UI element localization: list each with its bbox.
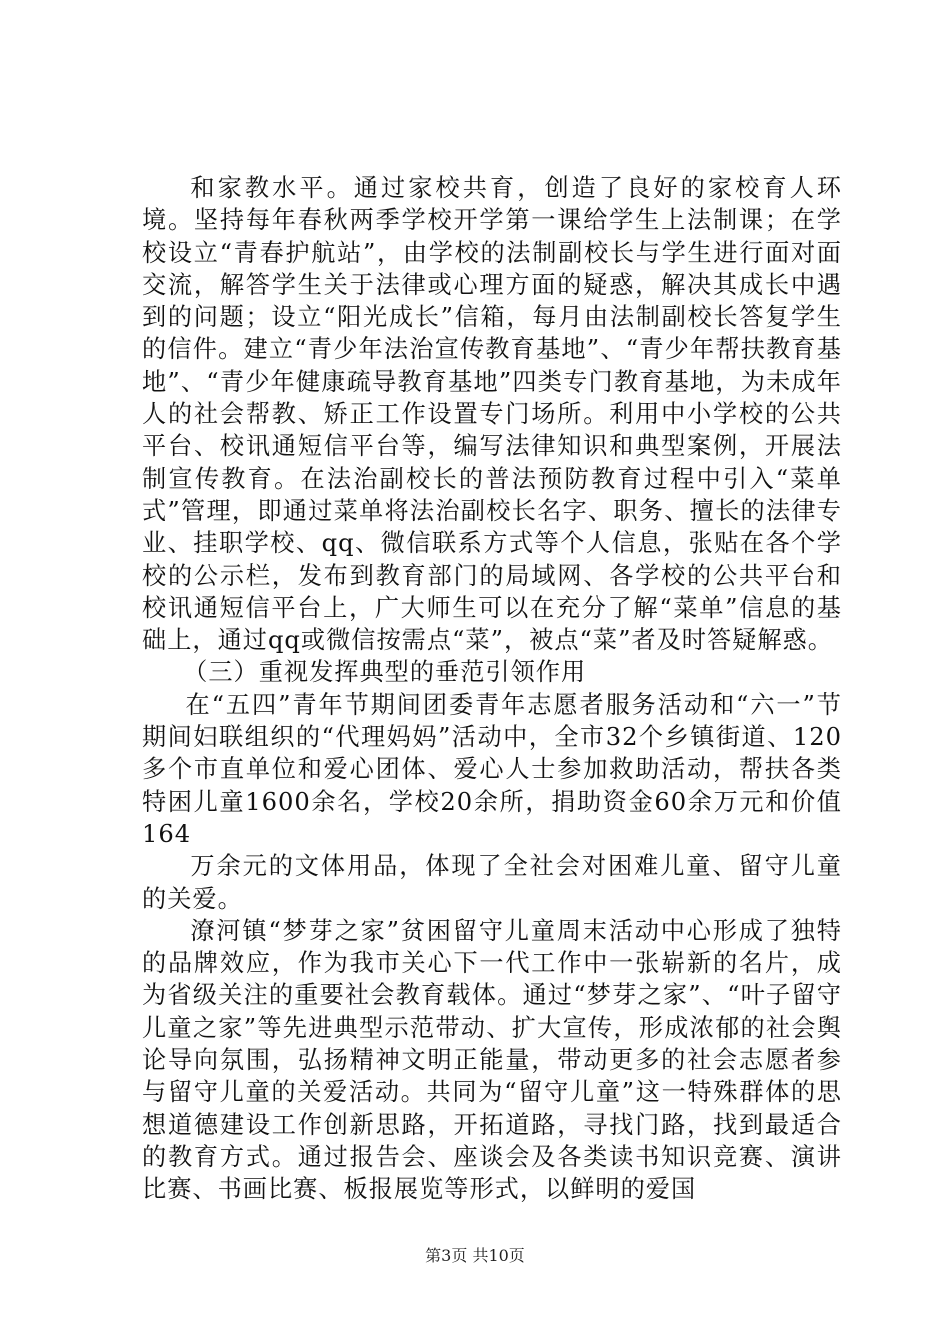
section-heading-typical-examples: （三）重视发挥典型的垂范引领作用	[183, 658, 587, 687]
paragraph-volunteer-activities: 在“五四”青年节期间团委青年志愿者服务活动和“六一”节期间妇联组织的“代理妈妈”活动中，全市32个乡镇街道、120多个市直单位和爱心团体、爱心人士参加救助活动，帮扶各类特困儿童1600余名，学校20余所，捐助资金60余万元和价值164	[142, 690, 842, 848]
paragraph-care-for-children: 万余元的文体用品，体现了全社会对困难儿童、留守儿童的关爱。	[142, 852, 842, 913]
document-body	[142, 172, 842, 1206]
paragraph-school-law-education: 和家教水平。通过家校共育，创造了良好的家校育人环境。坚持每年春秋两季学校开学第一课给学生上法制课；在学校设立“青春护航站”，由学校的法制副校长与学生进行面对面交流，解答学生关于法律或心理方面的疑惑，解决其成长中遇到的问题；设立“阳光成长”信箱，每月由法制副校长答复学生的信件。建立“青少年法治宣传教育基地”、“青少年帮扶教育基地”、“青少年健康疏导教育基地”四类专门教育基地，为未成年人的社会帮教、矫正工作设置专门场所。利用中小学校的公共平台、校讯通短信平台等，编写法律知识和典型案例，开展法制宣传教育。在法治副校长的普法预防教育过程中引入“菜单式”管理，即通过菜单将法治副校长名字、职务、擅长的法律专业、挂职学校、qq、微信联系方式等个人信息，张贴在各个学校的公示栏，发布到教育部门的局域网、各学校的公共平台和校讯通短信平台上，广大师生可以在充分了解“菜单”信息的基础上，通过qq或微信按需点“菜”，被点“菜”者及时答疑解惑。	[142, 174, 842, 655]
paragraph-mengya-home: 潦河镇“梦芽之家”贫困留守儿童周末活动中心形成了独特的品牌效应，作为我市关心下一代工作中一张崭新的名片，成为省级关注的重要社会教育载体。通过“梦芽之家”、“叶子留守儿童之家”等先进典型示范带动、扩大宣传，形成浓郁的社会舆论导向氛围，弘扬精神文明正能量，带动更多的社会志愿者参与留守儿童的关爱活动。共同为“留守儿童”这一特殊群体的思想道德建设工作创新思路，开拓道路，寻找门路，找到最适合的教育方式。通过报告会、座谈会及各类读书知识竞赛、演讲比赛、书画比赛、板报展览等形式，以鲜明的爱国	[142, 916, 842, 1204]
page-number-footer: 第3页 共10页	[425, 1246, 525, 1265]
